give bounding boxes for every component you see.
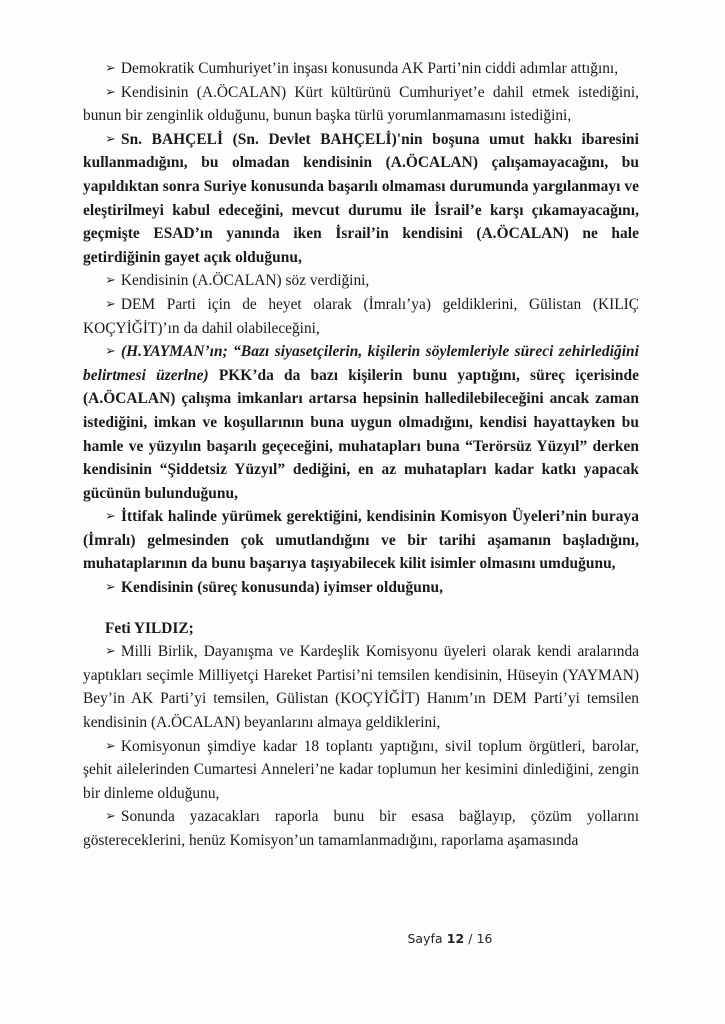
document-body <box>83 57 639 853</box>
footer-total-pages: 16 <box>476 931 493 946</box>
arrow-bullet-icon: ➢ <box>105 131 116 147</box>
arrow-bullet-icon: ➢ <box>105 296 116 312</box>
arrow-bullet-icon: ➢ <box>105 644 116 660</box>
footer-current-page: 12 <box>446 931 465 946</box>
paragraph-6-yayman <box>83 340 639 505</box>
arrow-bullet-icon: ➢ <box>105 61 116 76</box>
paragraph-5 <box>83 293 639 340</box>
paragraph-8-iyimser <box>83 576 639 600</box>
paragraph-10 <box>83 640 639 734</box>
paragraph-text: Sn. BAHÇELİ (Sn. Devlet BAHÇELİ)'nin boşuna umut hakkı ibaresini kullanmadığını, bu olmadan kendisinin (A.ÖCALAN) çalışamayacağını, bu yapıldıktan sonra Suriye konusunda başarılı olmaması durumunda yargılanmayı ve eleştirilmeyi kabul edeceğini, mevcut durumu ile İsrail’e karşı çıkamayacağını, geçmişte ESAD’ın yanında iken İsrail’in kendisini (A.ÖCALAN) ne hale getirdiğinin gayet açık olduğunu, <box>83 130 639 266</box>
paragraph-7-ittifak <box>83 505 639 576</box>
paragraph-1 <box>83 57 639 81</box>
paragraph-11 <box>83 735 639 806</box>
arrow-bullet-icon: ➢ <box>105 738 116 754</box>
paragraph-2 <box>83 81 639 128</box>
footer-label: Sayfa <box>407 931 443 946</box>
speaker-name: Feti YILDIZ; <box>105 619 194 637</box>
paragraph-text: Kendisinin (A.ÖCALAN) söz verdiğini, <box>120 272 370 290</box>
paragraph-4 <box>83 269 639 293</box>
paragraph-italic-lead: (H.YAYMAN’ın; “Bazı siyasetçilerin, kişilerin söylemleriyle süreci zehirlediğini belirtmesi üzerlne) <box>83 343 639 384</box>
paragraph-text: PKK’da da bazı kişilerin bunu yaptığını, süreç içerisinde (A.ÖCALAN) çalışma imkanları artarsa hepsinin halledilebileceğini ancak zaman istediğini, imkan ve koşullarının buna uygun olmadığını, kendisi hayattayken bu hamle ve yüzyılın başarılı geçeceğini, muhatapları buna “Terörsüz Yüzyıl” derken kendisinin “Şiddetsiz Yüzyıl” dediğini, en az muhatapları kadar katkı yapacak gücünün bulunduğunu, <box>83 366 640 502</box>
footer-separator: / <box>468 931 473 946</box>
arrow-bullet-icon: ➢ <box>105 84 116 100</box>
paragraph-text: Demokratik Cumhuriyet’in inşası konusunda AK Parti’nin ciddi adımlar attığını, <box>120 60 619 77</box>
arrow-bullet-icon: ➢ <box>105 509 116 525</box>
paragraph-12 <box>83 805 639 852</box>
arrow-bullet-icon: ➢ <box>105 809 116 825</box>
paragraph-3-bahceli <box>83 128 639 270</box>
page-number-block <box>407 931 492 946</box>
paragraph-text: Kendisinin (A.ÖCALAN) Kürt kültürünü Cumhuriyet’e dahil etmek istediğini, bunun bir zenginlik olduğunu, bunun başka türlü yorumlanmamasını istediğini, <box>83 83 639 125</box>
arrow-bullet-icon: ➢ <box>105 344 116 360</box>
arrow-bullet-icon: ➢ <box>105 580 116 596</box>
paragraph-text: İttifak halinde yürümek gerektiğini, kendisinin Komisyon Üyeleri’nin buraya (İmralı) gelmesinden çok umutlandığını ve bir tarihi aşamanın başladığını, muhataplarının da bunu başarıya taşıyabilecek kilit isimler olmasını umduğunu, <box>83 508 639 573</box>
paragraph-text: Kendisinin (süreç konusunda) iyimser olduğunu, <box>120 579 444 597</box>
paragraph-text: DEM Parti için de heyet olarak (İmralı’ya) geldiklerini, Gülistan (KILIÇ KOÇYİĞİT)’ın da dahil olabileceğini, <box>83 295 639 337</box>
paragraph-text: Milli Birlik, Dayanışma ve Kardeşlik Komisyonu üyeleri olarak kendi aralarında yaptıkları seçimle Milliyetçi Hareket Partisi’ni temsilen kendisinin, Hüseyin (YAYMAN) Bey’in AK Parti’yi temsilen, Gülistan (KOÇYİĞİT) Hanım’ın DEM Parti’yi temsilen kendisinin (A.ÖCALAN) beyanlarını almaya geldiklerini, <box>83 643 639 732</box>
paragraph-text: Komisyonun şimdiye kadar 18 toplantı yaptığını, sivil toplum örgütleri, barolar, şehit ailelerinden Cumartesi Anneleri’ne kadar toplumun her kesimini dinlediğini, zengin bir dinleme olduğunu, <box>83 737 639 802</box>
page-footer <box>0 930 725 948</box>
speaker-heading-feti-yildiz <box>83 617 639 641</box>
paragraph-text: Sonunda yazacakları raporla bunu bir esasa bağlayıp, çözüm yollarını göstereceklerini, henüz Komisyon’un tamamlanmadığını, raporlama aşamasında <box>83 808 639 849</box>
arrow-bullet-icon: ➢ <box>105 273 116 289</box>
